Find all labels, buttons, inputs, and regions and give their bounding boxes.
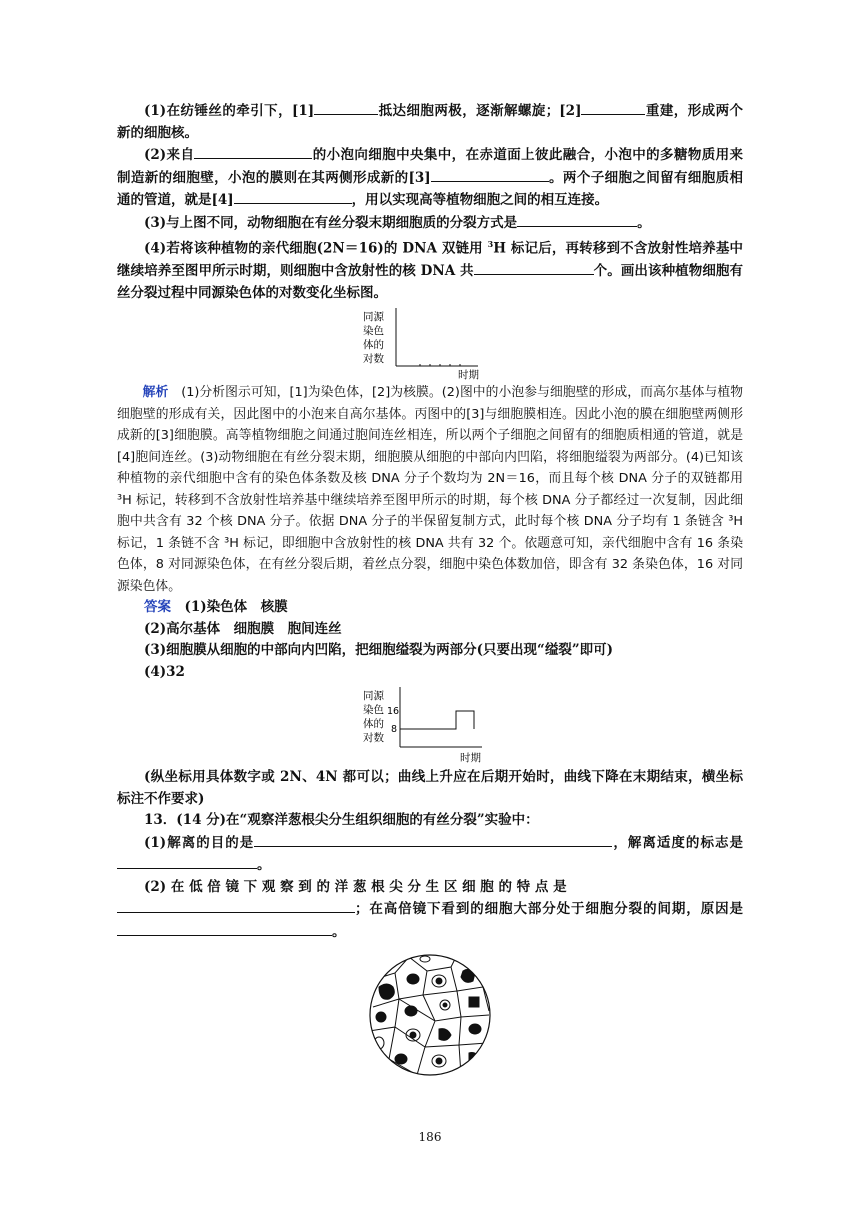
- y-axis-label-3: 体的: [363, 339, 384, 351]
- answer-blank[interactable]: [474, 260, 594, 275]
- microscope-field-illustration: [365, 951, 495, 1079]
- q13-title: 13．(14 分)在“观察洋葱根尖分生组织细胞的有丝分裂”实验中：: [144, 812, 539, 828]
- blank-axes-graph: [360, 306, 500, 380]
- answer-blank[interactable]: [517, 212, 637, 227]
- y-axis-label-1: 同源: [363, 311, 384, 323]
- svg-text:同源: 同源: [363, 690, 384, 702]
- answer-blank[interactable]: [234, 189, 352, 204]
- q12-part2: (2)来自 的小泡向细胞中央集中，在赤道面上彼此融合，小泡中的多糖物质用来制造新的细胞壁，小泡的膜则在其两侧形成新的[3] 。两个子细胞之间留有细胞质相通的管道，就是[4] ，用以实现高等植物细胞之间的相互连接。: [117, 144, 743, 212]
- q13-part1: (1)解离的目的是 ，解离适度的标志是。: [117, 832, 743, 877]
- y-axis-label-2: 染色: [363, 325, 384, 337]
- q12-part1: (1)在纺锤丝的牵引下，[1] 抵达细胞两极，逐渐解螺旋；[2] 重建，形成两个新的细胞核。: [117, 100, 743, 144]
- svg-text:对数: 对数: [363, 732, 384, 744]
- y-axis-label-4: 对数: [363, 353, 384, 365]
- answer-blank[interactable]: [117, 898, 355, 913]
- answer-blank[interactable]: [254, 832, 612, 847]
- answer-line-2: (2)高尔基体 细胞膜 胞间连丝: [144, 620, 342, 637]
- answer-blank[interactable]: [194, 144, 312, 159]
- answer-blank[interactable]: [117, 921, 332, 936]
- answer-line-1: 答案 (1)染色体 核膜: [144, 599, 288, 615]
- x-axis-label: 时期: [458, 369, 479, 380]
- q13-part2: (2) 在 低 倍 镜 下 观 察 到 的 洋 葱 根 尖 分 生 区 细 胞 的 特 点 是 ；在高倍镜下看到的细胞大部分处于细胞分裂的间期，原因是。: [117, 877, 743, 944]
- answer-graph: [360, 685, 500, 765]
- page-number: 186: [418, 1130, 442, 1144]
- page-content: [117, 100, 743, 1081]
- answer-line-4: (4)32: [144, 663, 185, 680]
- chromosome-pairs-curve: [400, 711, 474, 729]
- analysis-label: 解析: [142, 385, 169, 400]
- answer-line-3: (3)细胞膜从细胞的中部向内凹陷，把细胞缢裂为两部分(只要出现“缢裂”即可): [144, 642, 613, 658]
- answer-blank[interactable]: [314, 100, 378, 115]
- svg-text:体的: 体的: [363, 718, 384, 730]
- svg-text:染色: 染色: [363, 704, 384, 716]
- answer-label: 答案: [144, 599, 171, 615]
- svg-text:时期: 时期: [460, 752, 481, 764]
- note-text: (纵坐标用具体数字或 2N、4N 都可以；曲线上升应在后期开始时，曲线下降在末期结束，横坐标标注不作要求): [117, 769, 743, 807]
- tick-label-8: 8: [391, 724, 398, 735]
- answer-blank[interactable]: [117, 854, 257, 869]
- tick-label-16: 16: [387, 706, 400, 717]
- analysis-paragraph: 解析 (1)分析图示可知，[1]为染色体，[2]为核膜。(2)图中的小泡参与细胞壁的形成，而高尔基体与植物细胞壁的形成有关，因此图中的小泡来自高尔基体。丙图中的[3]与细胞膜相连。因此小泡的膜在细胞壁两侧形成新的[3]细胞膜。高等植物细胞之间通过胞间连丝相连，所以两个子细胞之间留有的细胞质相通的管道，就是[4]胞间连丝。(3)动物细胞在有丝分裂末期，细胞膜从细胞的中部向内凹陷，将细胞缢裂为两部分。(4)已知该种植物的亲代细胞中含有的染色体条数及核 DNA 分子个数均为 2N＝16，而且每个核 DNA 分子的双链都用 ³H 标记，转移到不含放射性培养基中继续培养至图甲所示的时期，每个核 DNA 分子都经过一次复制，因此细胞中共含有 32 个核 DNA 分子。依据 DNA 分子的半保留复制方式，此时每个核 DNA 分子均有 1 条链含 ³H 标记，1 条链不含 ³H 标记，即细胞中含放射性的核 DNA 共有 32 个。依题意可知，亲代细胞中含有 16 条染色体，8 对同源染色体，在有丝分裂后期，着丝点分裂，细胞中染色体数加倍，即含有 32 条染色体，16 对同源染色体。: [117, 385, 744, 594]
- answer-blank[interactable]: [431, 167, 549, 182]
- q12-part3: (3)与上图不同，动物细胞在有丝分裂末期细胞质的分裂方式是 。: [117, 212, 743, 235]
- answer-blank[interactable]: [581, 100, 645, 115]
- q12-part4: (4)若将该种植物的亲代细胞(2N＝16)的 DNA 双链用 $^3$H 标记后，再转移到不含放射性培养基中继续培养至图甲所示时期，则细胞中含放射性的核 DNA 共 个。画出该种植物细胞有丝分裂过程中同源染色体的对数变化坐标图。: [117, 239, 744, 301]
